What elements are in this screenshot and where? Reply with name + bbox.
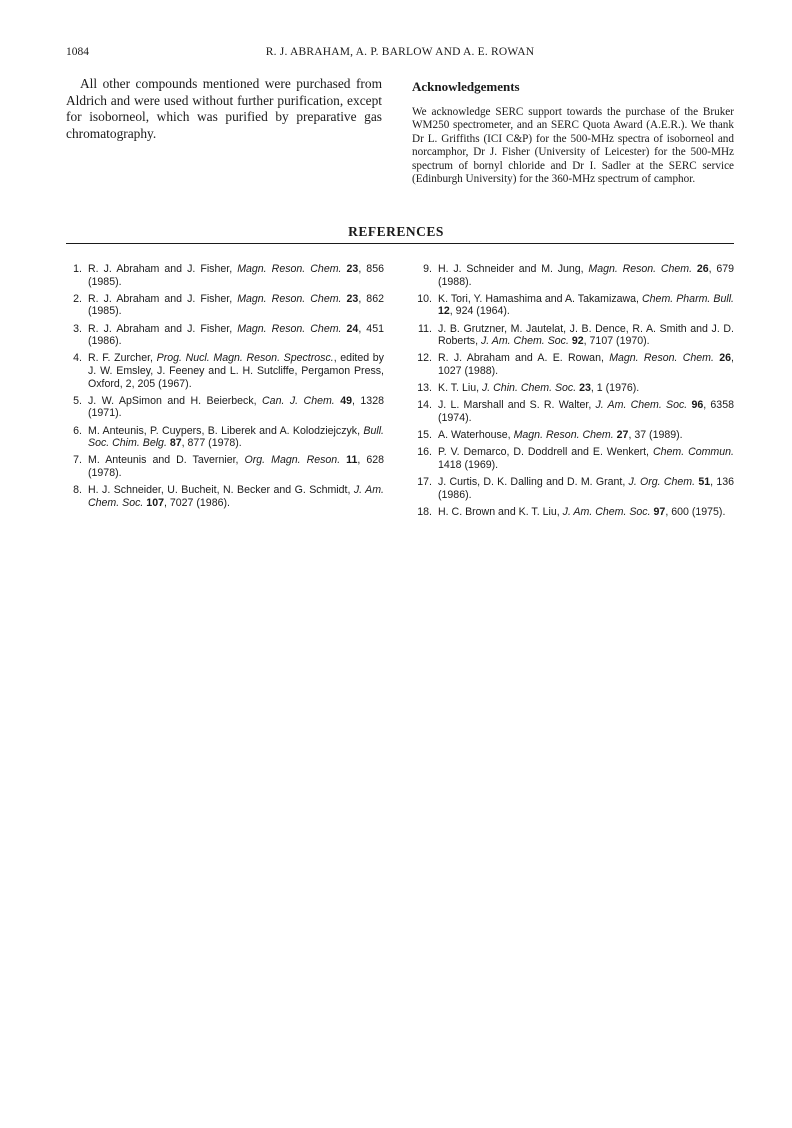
- reference-journal: J. Org. Chem.: [628, 476, 696, 489]
- reference-volume: 107: [146, 496, 164, 509]
- reference-number: 11.: [418, 322, 432, 335]
- reference-authors: J. L. Marshall and S. R. Walter,: [438, 399, 596, 412]
- reference-volume: 51: [698, 476, 711, 489]
- reference-authors: H. C. Brown and K. T. Liu,: [438, 505, 563, 518]
- reference-details: , 1027 (1988).: [438, 352, 734, 377]
- reference-item: [416, 323, 734, 348]
- reference-details: , 6358 (1974).: [438, 399, 734, 424]
- reference-item: [66, 425, 384, 450]
- reference-volume: 23: [346, 263, 359, 275]
- reference-item: [416, 429, 734, 442]
- reference-authors: R. F. Zurcher,: [88, 352, 157, 365]
- reference-details: , 600 (1975).: [665, 505, 726, 518]
- reference-journal: Magn. Reson. Chem.: [237, 292, 342, 305]
- reference-number: 2.: [73, 292, 82, 305]
- reference-authors: A. Waterhouse,: [438, 429, 514, 442]
- reference-details: , 7027 (1986).: [163, 496, 230, 509]
- reference-volume: 49: [340, 394, 353, 407]
- reference-journal: Magn. Reson. Chem.: [588, 263, 693, 275]
- reference-authors: R. J. Abraham and A. E. Rowan,: [438, 352, 610, 365]
- reference-journal: J. Chin. Chem. Soc.: [481, 382, 577, 395]
- reference-number: 10.: [417, 292, 432, 305]
- reference-authors: J. B. Grutzner, M. Jautelat, J. B. Dence, R. A. Smith and J. D. Roberts,: [438, 322, 734, 348]
- reference-number: 1.: [73, 263, 82, 275]
- reference-journal: J. Am. Chem. Soc.: [562, 505, 651, 518]
- reference-number: 17.: [417, 476, 432, 489]
- reference-number: 4.: [73, 352, 82, 365]
- reference-details: , 877 (1978).: [181, 437, 242, 450]
- reference-number: 8.: [73, 484, 82, 497]
- references-heading: REFERENCES: [348, 224, 444, 239]
- reference-number: 6.: [73, 424, 82, 437]
- reference-item: [66, 323, 384, 348]
- reference-item: [416, 293, 734, 318]
- reference-journal: Magn. Reson. Chem.: [609, 352, 714, 365]
- reference-authors: J. W. ApSimon and H. Beierbeck,: [88, 394, 263, 407]
- reference-item: [66, 293, 384, 318]
- reference-volume: 87: [169, 437, 182, 450]
- reference-journal: Can. J. Chem.: [262, 394, 335, 407]
- reference-details: , 1328 (1971).: [88, 394, 384, 420]
- reference-item: [66, 484, 384, 509]
- reference-journal: Chem. Pharm. Bull.: [642, 292, 734, 305]
- reference-item: [416, 382, 734, 395]
- running-header: [66, 46, 734, 62]
- reference-details: , 37 (1989).: [628, 429, 683, 442]
- reference-volume: 23: [346, 292, 359, 305]
- reference-details: 1418 (1969).: [438, 458, 499, 471]
- acknowledgements-heading: Acknowledgements: [412, 79, 520, 94]
- reference-authors: J. Curtis, D. K. Dalling and D. M. Grant,: [438, 476, 629, 489]
- reference-authors: P. V. Demarco, D. Doddrell and E. Wenkert,: [438, 446, 653, 459]
- reference-journal: J. Am. Chem. Soc.: [480, 335, 569, 348]
- experimental-paragraph: All other compounds mentioned were purchased from Aldrich and were used without further purification, except for isoborneol, which was purified by preparative gas chromatography.: [66, 76, 382, 141]
- reference-item: [416, 352, 734, 377]
- reference-authors: M. Anteunis and D. Tavernier,: [88, 454, 245, 467]
- reference-details: , 451 (1986).: [88, 322, 384, 348]
- reference-number: 18.: [417, 505, 432, 518]
- reference-number: 15.: [417, 429, 432, 442]
- reference-volume: 97: [653, 505, 666, 518]
- reference-volume: 24: [346, 322, 359, 335]
- reference-number: 7.: [73, 454, 82, 467]
- references-column-right: [416, 263, 734, 523]
- reference-item: [416, 476, 734, 501]
- reference-item: [66, 263, 384, 288]
- running-head-authors: R. J. ABRAHAM, A. P. BARLOW AND A. E. ROWAN: [265, 46, 535, 58]
- reference-authors: H. J. Schneider, U. Bucheit, N. Becker and G. Schmidt,: [88, 484, 354, 497]
- reference-details: , 856 (1985).: [88, 263, 384, 288]
- reference-number: 9.: [423, 263, 432, 275]
- reference-item: [416, 506, 734, 519]
- reference-journal: Magn. Reson. Chem.: [237, 263, 342, 275]
- reference-details: , 862 (1985).: [88, 292, 384, 318]
- reference-number: 5.: [73, 394, 82, 407]
- reference-volume: 26: [696, 263, 709, 275]
- reference-details: , 628 (1978).: [88, 454, 385, 479]
- reference-volume: 11: [346, 454, 358, 467]
- reference-journal: Magn. Reson. Chem.: [513, 429, 614, 442]
- reference-item: [66, 352, 384, 390]
- reference-volume: 92: [571, 335, 584, 348]
- reference-volume: 23: [579, 382, 591, 395]
- reference-authors: K. T. Liu,: [438, 382, 482, 395]
- reference-journal: Magn. Reson. Chem.: [237, 322, 342, 335]
- reference-item: [416, 446, 734, 471]
- reference-volume: 96: [691, 399, 704, 412]
- reference-authors: R. J. Abraham and J. Fisher,: [88, 292, 238, 305]
- reference-volume: 12: [438, 305, 450, 318]
- references-divider: [66, 243, 734, 244]
- reference-volume: 26: [719, 352, 732, 365]
- reference-journal: J. Am. Chem. Soc.: [595, 399, 688, 412]
- reference-number: 14.: [417, 399, 432, 412]
- reference-item: [416, 399, 734, 424]
- reference-details: , 7107 (1970).: [583, 335, 650, 348]
- reference-authors: K. Tori, Y. Hamashima and A. Takamizawa,: [438, 292, 643, 305]
- reference-item: [66, 395, 384, 420]
- reference-number: 13.: [417, 382, 432, 395]
- reference-details: , 1 (1976).: [590, 382, 640, 395]
- reference-details: , 924 (1964).: [449, 305, 510, 318]
- reference-journal: Org. Magn. Reson.: [244, 454, 341, 467]
- references-column-left: [66, 263, 384, 514]
- reference-authors: R. J. Abraham and J. Fisher,: [88, 322, 238, 335]
- reference-number: 12.: [417, 352, 432, 365]
- reference-details: , edited by J. W. Emsley, J. Feeney and L. H. Sutcliffe, Pergamon Press, Oxford, 2, 205 (1967).: [88, 352, 384, 390]
- reference-journal: Bull. Soc. Chim. Belg.: [88, 424, 384, 450]
- acknowledgements-body: We acknowledge SERC support towards the purchase of the Bruker WM250 spectrometer, and an SERC Quota Award (A.E.R.). We thank Dr L. Griffiths (ICI C&P) for the 500-MHz spectra of isoborneol and norcamphor, Dr J. Fisher (University of Leicester) for the 500-MHz spectrum of bornyl chloride and Dr I. Sadler at the SERC service (Edinburgh University) for the 360-MHz spectrum of camphor.: [412, 106, 734, 186]
- reference-number: 3.: [73, 322, 82, 335]
- reference-number: 16.: [417, 446, 432, 459]
- reference-journal: J. Am. Chem. Soc.: [88, 484, 385, 509]
- reference-details: , 136 (1986).: [438, 476, 734, 501]
- page-number: 1084: [66, 46, 89, 58]
- reference-journal: Prog. Nucl. Magn. Reson. Spectrosc.: [156, 352, 334, 365]
- reference-authors: M. Anteunis, P. Cuypers, B. Liberek and A. Kolodziejczyk,: [88, 424, 364, 437]
- reference-details: , 679 (1988).: [438, 263, 734, 288]
- reference-item: [416, 263, 734, 288]
- reference-item: [66, 454, 384, 479]
- reference-authors: R. J. Abraham and J. Fisher,: [88, 263, 238, 275]
- reference-journal: Chem. Commun.: [652, 446, 734, 459]
- reference-authors: H. J. Schneider and M. Jung,: [438, 263, 589, 275]
- reference-volume: 27: [616, 429, 629, 442]
